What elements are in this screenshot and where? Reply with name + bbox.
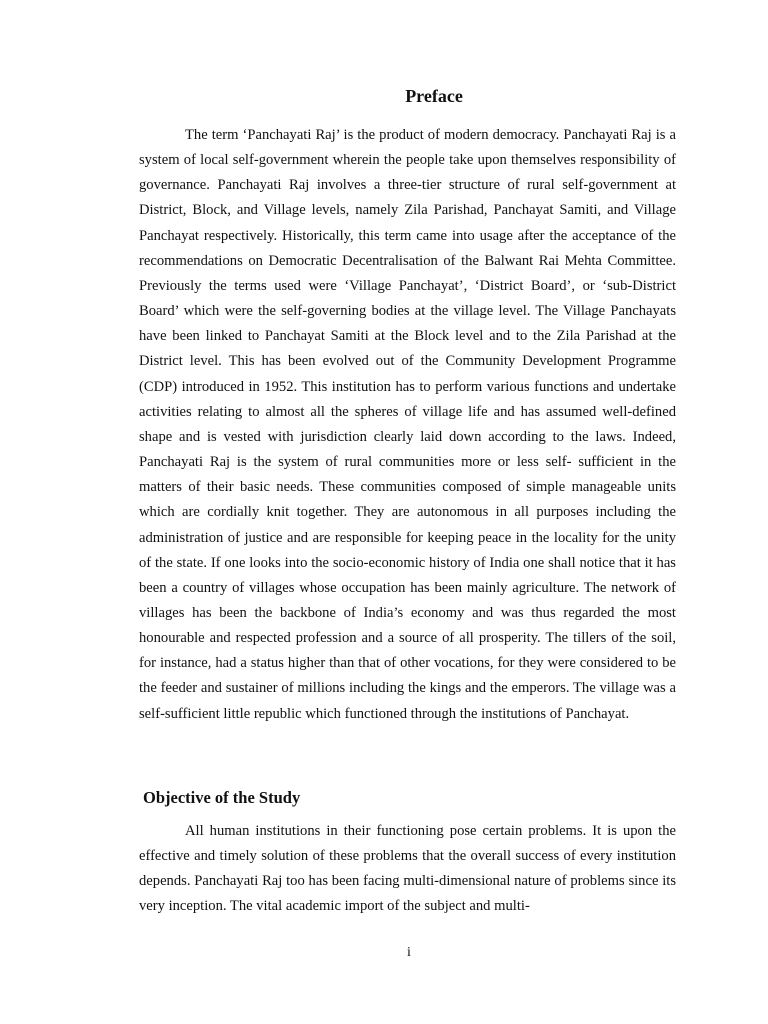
page-number: i — [407, 945, 411, 960]
preface-paragraph: The term ‘Panchayati Raj’ is the product of modern democracy. Panchayati Raj is a system of local self-government wherein the people take upon themselves responsibility of governance. Panchayati Raj involves a three-tier structure of rural self-government at District, Block, and Village levels, namely Zila Parishad, Panchayat Samiti, and Village Panchayat respectively. Historically, this term came into usage after the acceptance of the recommendations on Democratic Decentralisation of the Balwant Rai Mehta Committee. Previously the terms used were ‘Village Panchayat’, ‘District Board’, or ‘sub-District Board’ which were the self-governing bodies at the village level. The Village Panchayats have been linked to Panchayat Samiti at the Block level and to the Zila Parishad at the District level. This has been evolved out of the Community Development Programme (CDP) introduced in 1952. This institution has to perform various functions and undertake activities relating to almost all the spheres of village life and has assumed well-defined shape and is vested with jurisdiction clearly laid down according to the laws. Indeed, Panchayati Raj is the system of rural communities more or less self- sufficient in the matters of their basic needs. These communities composed of simple manageable units which are cordially knit together. They are autonomous in all purposes including the administration of justice and are responsible for keeping peace in the locality for the unity of the state. If one looks into the socio-economic history of India one shall notice that it has been a country of villages whose occupation has been mainly agriculture. The network of villages has been the backbone of India’s economy and was thus regarded the most honourable and respected profession and a source of all prosperity. The tillers of the soil, for instance, had a status higher than that of other vocations, for they were considered to be the feeder and sustainer of millions including the kings and the emperors. The village was a self-sufficient little republic which functioned through the institutions of Panchayat. — [139, 127, 676, 722]
section-heading: Objective of the Study — [143, 788, 301, 807]
page-title: Preface — [405, 86, 463, 106]
objective-paragraph: All human institutions in their functioning pose certain problems. It is upon the effective and timely solution of these problems that the overall success of every institution depends. Panchayati Raj too has been facing multi-dimensional nature of problems since its very inception. The vital academic import of the subject and multi- — [139, 823, 676, 915]
